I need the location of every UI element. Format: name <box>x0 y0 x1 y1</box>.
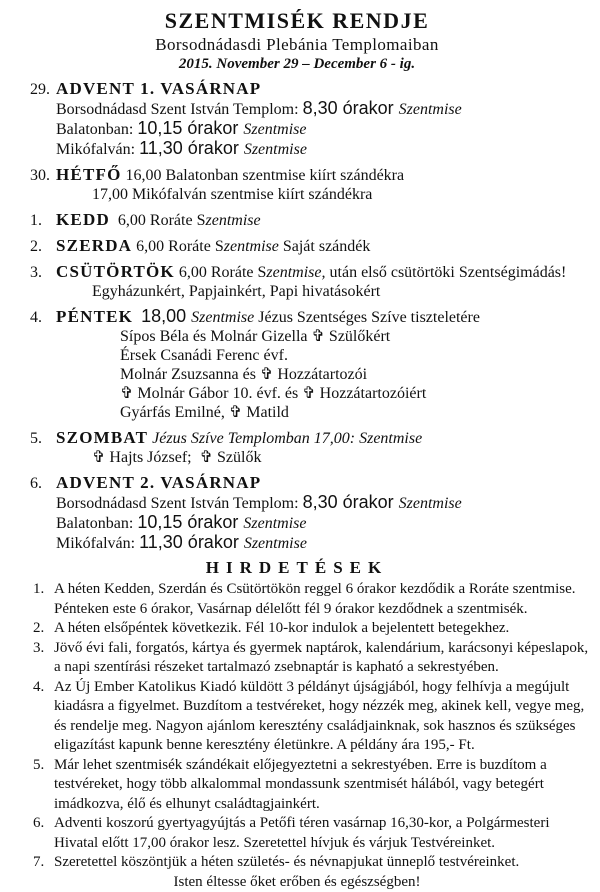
text-segment: 17,00 Mikófalván szentmise kiírt szándékra <box>92 186 372 203</box>
schedule-section-head <box>30 165 594 185</box>
announcement-item <box>0 756 594 815</box>
announcement-number: 6. <box>33 814 54 853</box>
day-head-rest <box>110 212 261 229</box>
announcement-number: 3. <box>33 639 54 678</box>
announcement-text: A héten Kedden, Szerdán és Csütörtökön reggel 6 órakor kezdődik a Roráte szentmise. Pénteken este 6 órakor, Vasárnap délelőtt fél 9 órakor kezdődnek a szentmisék. <box>54 580 594 619</box>
closing-line: Isten éltesse őket erőben és egészségben! <box>0 873 594 892</box>
text-segment: Szentmise <box>399 495 462 512</box>
text-segment: Borsodnádasd Szent István Templom: <box>56 101 303 118</box>
text-segment: S <box>215 238 224 255</box>
schedule-line <box>30 403 594 422</box>
day-head-rest <box>133 309 480 326</box>
text-segment: Szentmise <box>244 535 307 552</box>
schedule-section <box>0 210 594 230</box>
text-segment: 6,00 Roráte <box>110 212 197 229</box>
text-segment: Jézus Szíve Templomban 17,00: Szentmise <box>148 430 422 447</box>
day-name: ADVENT 1. VASÁRNAP <box>56 79 261 98</box>
text-segment: Sípos Béla és Molnár Gizella ✞ Szülőkért <box>120 328 390 345</box>
day-number: 6. <box>30 474 54 493</box>
text-segment: után első csütörtöki Szentségimádás! <box>326 264 567 281</box>
schedule-section <box>0 307 594 422</box>
day-head-rest <box>175 264 567 281</box>
announcement-text: A héten elsőpéntek következik. Fél 10-kor indulok a bejelentett betegekhez. <box>54 619 594 639</box>
text-segment: 6,00 Roráte <box>175 264 258 281</box>
section-lines <box>30 99 594 159</box>
schedule-line <box>30 99 594 119</box>
day-number: 4. <box>30 308 54 327</box>
announcement-text: Már lehet szentmisék szándékait előjegyeztetni a sekrestyében. Erre is buzdítom a testvéreket, hogy több alkalommal mondassunk szentmisét hálából, vagy betegért imádkozva, élő és elhunyt családtagjainkért. <box>54 756 594 815</box>
section-lines <box>30 448 594 467</box>
announcement-number: 4. <box>33 678 54 756</box>
document-header <box>0 8 594 73</box>
schedule-section <box>0 79 594 159</box>
text-segment: Szentmise <box>244 141 307 158</box>
schedule-line <box>30 448 594 467</box>
text-segment: 11,30 órakor <box>139 138 244 158</box>
schedule-section <box>0 473 594 553</box>
text-segment: S <box>197 212 206 229</box>
announcement-number: 1. <box>33 580 54 619</box>
schedule-line <box>30 346 594 365</box>
text-segment: Szentmise <box>243 515 306 532</box>
text-segment: 11,30 órakor <box>139 532 244 552</box>
announcement-item <box>0 580 594 619</box>
section-lines <box>30 493 594 553</box>
text-segment: Borsodnádasd Szent István Templom: <box>56 495 303 512</box>
text-segment: 8,30 órakor <box>303 492 399 512</box>
section-lines <box>30 327 594 422</box>
schedule-section-head <box>30 262 594 282</box>
announcement-item <box>0 639 594 678</box>
schedule-section-head <box>30 79 594 99</box>
text-segment: Érsek Csanádi Ferenc évf. <box>120 347 288 364</box>
schedule-section-head <box>30 210 594 230</box>
text-segment: Molnár Zsuzsanna és ✞ Hozzátartozói <box>120 366 367 383</box>
schedule-section-head <box>30 236 594 256</box>
text-segment: Mikófalván: <box>56 141 139 158</box>
text-segment: Egyházunkért, Papjainkért, Papi hivatásokért <box>92 283 380 300</box>
text-segment: Szentmise <box>191 309 258 326</box>
text-segment: Mikófalván: <box>56 535 139 552</box>
announcement-text: Jövő évi fali, forgatós, kártya és gyermek naptárok, kalendárium, karácsonyi képeslapok, a napi szentírási részeket tartalmazó zsebnaptár is kapható a sekrestyében. <box>54 639 594 678</box>
page-title: SZENTMISÉK RENDJE <box>0 8 594 34</box>
day-name: CSÜTÖRTÖK <box>56 262 175 281</box>
schedule-line <box>30 533 594 553</box>
section-lines <box>30 282 594 301</box>
text-segment: zentmise, <box>266 264 325 281</box>
text-segment: zentmise <box>205 212 260 229</box>
schedule-section <box>0 428 594 467</box>
day-name: HÉTFŐ <box>56 165 122 184</box>
day-head-rest <box>122 167 405 184</box>
text-segment: 6,00 Roráte <box>132 238 215 255</box>
schedule-section <box>0 165 594 204</box>
schedule-line <box>30 119 594 139</box>
day-name: SZOMBAT <box>56 428 148 447</box>
date-range: 2015. November 29 – December 6 - ig. <box>0 56 594 73</box>
schedule-line <box>30 384 594 403</box>
text-segment: 16,00 Balatonban szentmise kiírt szándékra <box>122 167 405 184</box>
announcement-text: Szeretettel köszöntjük a héten születés- és névnapjukat ünneplő testvéreinket. <box>54 853 594 873</box>
announcement-text: Adventi koszorú gyertyagyújtás a Petőfi téren vasárnap 16,30-kor, a Polgármesteri Hivatal előtt 17,00 órakor lesz. Szeretettel hívjuk és várjuk Testvéreinket. <box>54 814 594 853</box>
announcements-heading: HIRDETÉSEK <box>0 558 594 578</box>
day-number: 2. <box>30 237 54 256</box>
text-segment: Szentmise <box>399 101 462 118</box>
mass-schedule <box>0 79 594 553</box>
day-head-rest <box>148 430 422 447</box>
text-segment: Jézus Szentséges Szíve tiszteletére <box>258 309 480 326</box>
text-segment: Gyárfás Emilné, ✞ Matild <box>120 404 289 421</box>
text-segment: Szentmise <box>243 121 306 138</box>
text-segment: 18,00 <box>141 306 191 326</box>
schedule-section-head <box>30 428 594 448</box>
day-name: SZERDA <box>56 236 132 255</box>
text-segment: ✞ Molnár Gábor 10. évf. és ✞ Hozzátartozóiért <box>120 385 426 402</box>
section-lines <box>30 185 594 204</box>
text-segment: Balatonban: <box>56 515 137 532</box>
text-segment: Balatonban: <box>56 121 137 138</box>
schedule-section-head <box>30 307 594 327</box>
schedule-section-head <box>30 473 594 493</box>
announcement-item <box>0 853 594 873</box>
schedule-section <box>0 262 594 301</box>
text-segment: 10,15 órakor <box>137 512 243 532</box>
announcement-number: 7. <box>33 853 54 873</box>
text-segment: zentmise <box>224 238 279 255</box>
day-head-rest <box>132 238 370 255</box>
day-number: 29. <box>30 80 54 99</box>
text-segment <box>133 309 141 326</box>
schedule-line <box>30 282 594 301</box>
schedule-section <box>0 236 594 256</box>
day-number: 1. <box>30 211 54 230</box>
day-name: ADVENT 2. VASÁRNAP <box>56 473 261 492</box>
announcement-number: 2. <box>33 619 54 639</box>
schedule-line <box>30 513 594 533</box>
schedule-line <box>30 139 594 159</box>
announcement-number: 5. <box>33 756 54 815</box>
text-segment: ✞ Hajts József; ✞ Szülők <box>92 449 261 466</box>
day-number: 5. <box>30 429 54 448</box>
text-segment: Saját szándék <box>279 238 371 255</box>
announcement-item <box>0 814 594 853</box>
announcement-item <box>0 619 594 639</box>
day-number: 3. <box>30 263 54 282</box>
schedule-line <box>30 185 594 204</box>
text-segment: 8,30 órakor <box>303 98 399 118</box>
day-name: KEDD <box>56 210 110 229</box>
page-subtitle: Borsodnádasdi Plebánia Templomaiban <box>0 35 594 55</box>
day-name: PÉNTEK <box>56 307 133 326</box>
announcement-text: Az Új Ember Katolikus Kiadó küldött 3 példányt újságjából, hogy felhívja a megújult kiadásra a figyelmet. Buzdítom a testvéreket, hogy nézzék meg, akinek kell, vegye meg, és rendelje meg. Nagyon ajánlom keresztény családjainknak, sok hasznos és szükséges eligazítást kapunk benne keresztény életünkre. A példány ára 195,- Ft. <box>54 678 594 756</box>
text-segment: 10,15 órakor <box>137 118 243 138</box>
schedule-line <box>30 493 594 513</box>
announcement-item <box>0 678 594 756</box>
schedule-line <box>30 327 594 346</box>
day-number: 30. <box>30 166 54 185</box>
schedule-line <box>30 365 594 384</box>
text-segment: S <box>258 264 267 281</box>
announcements-list <box>0 580 594 873</box>
